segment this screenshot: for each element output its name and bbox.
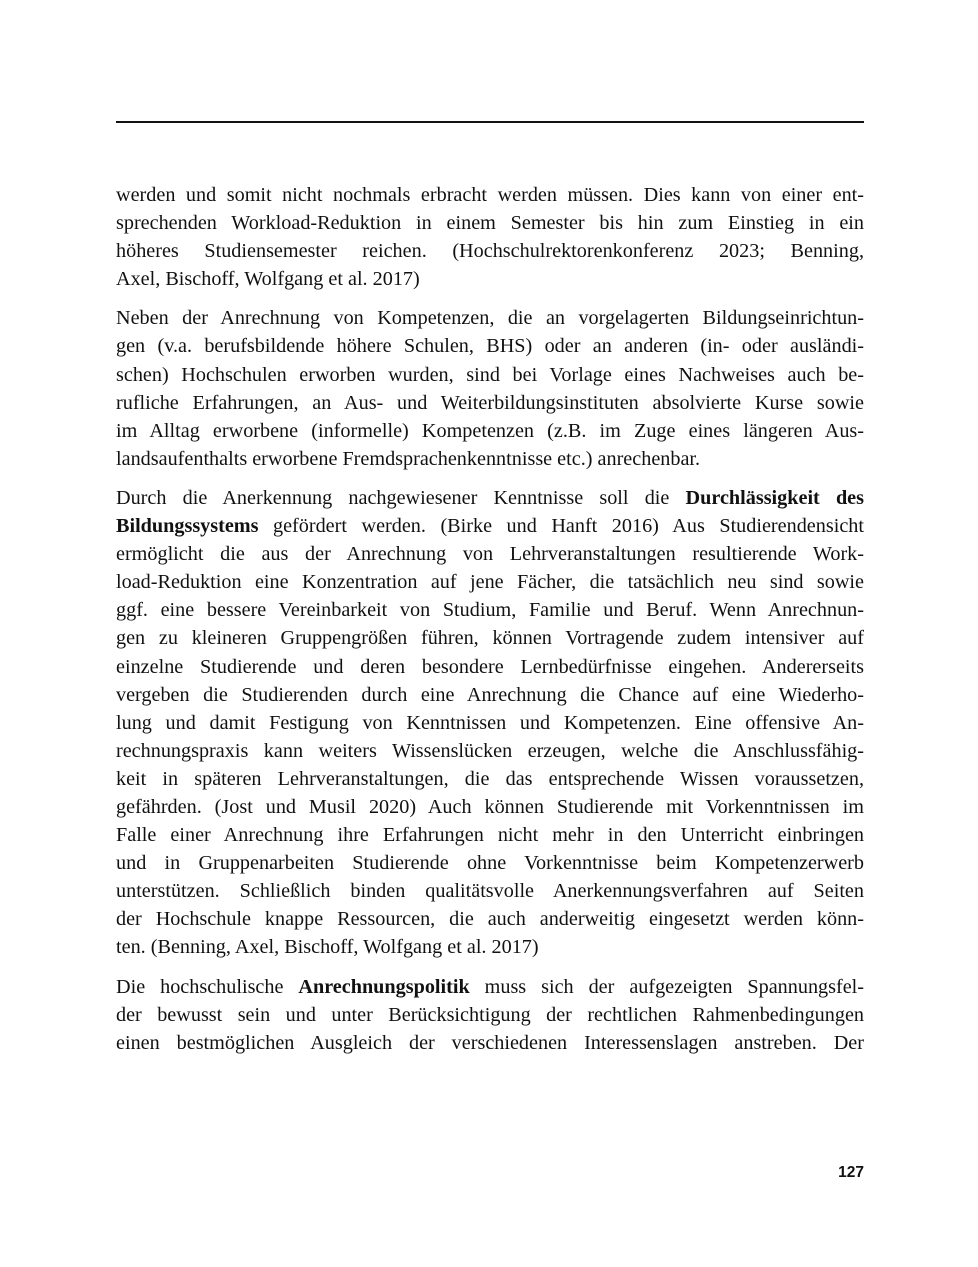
text-line: load-Reduktion eine Konzentration auf jene Fächer, die tatsächlich neu sind sowie	[116, 571, 864, 594]
text-line: unterstützen. Schließlich binden qualitätsvolle Anerkennungsverfahren auf Seiten	[116, 880, 864, 903]
text-line: gen (v.a. berufsbildende höhere Schulen, BHS) oder an anderen (in- oder ausländi-	[116, 335, 864, 358]
text-line: werden und somit nicht nochmals erbracht werden müssen. Dies kann von einer ent-	[116, 184, 864, 206]
paragraph-2	[116, 304, 864, 473]
text-line: sprechenden Workload-Reduktion in einem Semester bis hin zum Einstieg in ein	[116, 212, 864, 235]
text-line: rufliche Erfahrungen, an Aus- und Weiterbildungsinstituten absolvierte Kurse sowie	[116, 391, 864, 414]
paragraph-1	[116, 181, 864, 293]
paragraph-3	[116, 484, 864, 962]
text-line	[116, 973, 864, 1001]
text-line: Neben der Anrechnung von Kompetenzen, die an vorgelagerten Bildungseinrichtun-	[116, 307, 864, 330]
text-line: vergeben die Studierenden durch eine Anrechnung die Chance auf eine Wiederho-	[116, 683, 864, 706]
text-line: keit in späteren Lehrveranstaltungen, die das entsprechende Wissen voraussetzen,	[116, 767, 864, 790]
text-line: ten. (Benning, Axel, Bischoff, Wolfgang et al. 2017)	[116, 936, 539, 959]
text-line: gen zu kleineren Gruppengrößen führen, können Vortragende zudem intensiver auf	[116, 627, 864, 650]
text-line: schen) Hochschulen erworben wurden, sind bei Vorlage eines Nachweises auch be-	[116, 363, 864, 386]
text-segment: Die hochschulische	[116, 975, 299, 998]
text-line: gefährden. (Jost und Musil 2020) Auch können Studierende mit Vorkenntnissen im	[116, 795, 864, 818]
text-line: ggf. eine bessere Vereinbarkeit von Studium, Familie und Beruf. Wenn Anrechnun-	[116, 599, 864, 622]
body-text	[116, 181, 864, 1068]
text-line: lung und damit Festigung von Kenntnissen und Kompetenzen. Eine offensive An-	[116, 711, 864, 734]
text-line: einzelne Studierende und deren besondere Lernbedürfnisse eingehen. Andererseits	[116, 655, 864, 678]
text-line: Falle einer Anrechnung ihre Erfahrungen nicht mehr in den Unterricht einbringen	[116, 824, 864, 847]
bold-term-anrechnungspolitik: Anrechnungspolitik	[298, 975, 470, 998]
text-line	[116, 512, 864, 540]
text-line: landsaufenthalts erworbene Fremdsprachenkenntnisse etc.) anrechenbar.	[116, 447, 701, 470]
bold-term-durchlaessigkeit: Durchlässigkeit des	[685, 486, 864, 509]
text-line: rechnungspraxis kann weiters Wissenslücken erzeugen, welche die Anschlussfähig-	[116, 739, 864, 762]
text-segment: gefördert werden. (Birke und Hanft 2016) Aus Studierendensicht	[258, 515, 864, 538]
page-number: 127	[838, 1164, 864, 1181]
text-line: und in Gruppenarbeiten Studierende ohne Vorkenntnisse beim Kompetenzerwerb	[116, 852, 864, 875]
text-line: der Hochschule knappe Ressourcen, die auch anderweitig eingesetzt werden könn-	[116, 908, 864, 931]
text-line: einen bestmöglichen Ausgleich der verschiedenen Interessenslagen anstreben. Der	[116, 1031, 864, 1054]
text-line: im Alltag erworbene (informelle) Kompetenzen (z.B. im Zuge eines längeren Aus-	[116, 419, 864, 442]
bold-term-bildungssystems: Bildungssystems	[116, 515, 259, 538]
paragraph-4	[116, 973, 864, 1057]
text-line: Axel, Bischoff, Wolfgang et al. 2017)	[116, 268, 420, 291]
text-line	[116, 484, 864, 512]
text-segment: Durch die Anerkennung nachgewiesener Kenntnisse soll die	[116, 486, 686, 509]
text-segment: muss sich der aufgezeigten Spannungsfel-	[469, 975, 865, 998]
text-line: höheres Studiensemester reichen. (Hochschulrektorenkonferenz 2023; Benning,	[116, 240, 864, 263]
text-line: ermöglicht die aus der Anrechnung von Lehrveranstaltungen resultierende Work-	[116, 543, 864, 566]
header-rule	[116, 121, 864, 123]
text-line: der bewusst sein und unter Berücksichtigung der rechtlichen Rahmenbedingungen	[116, 1003, 864, 1026]
